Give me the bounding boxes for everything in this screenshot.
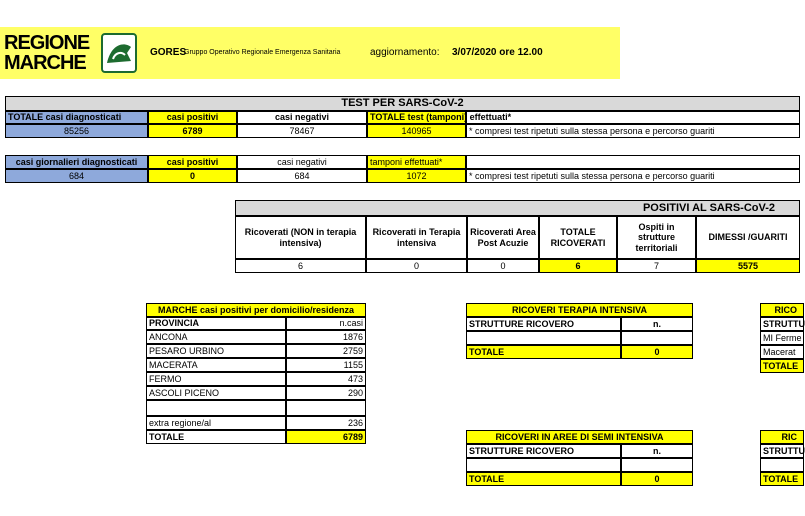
positivi-value-dimessi: 5575: [696, 259, 800, 273]
total-tamp-value: 140965: [367, 124, 466, 138]
total-diag-value: 85256: [5, 124, 148, 138]
right1-row: MI Ferme: [760, 331, 804, 345]
semi-total-label: TOTALE: [466, 472, 621, 486]
right1-title: RICO: [760, 303, 804, 317]
province-header-casi: n.casi: [286, 317, 366, 330]
update-value: 3/07/2020 ore 12.00: [452, 47, 543, 58]
logo: [4, 30, 139, 76]
ti-title: RICOVERI TERAPIA INTENSIVA: [466, 303, 693, 317]
positivi-header-ospiti: Ospiti in strutture territoriali: [617, 216, 696, 259]
positivi-value-terapia: 0: [366, 259, 467, 273]
semi-blank-row-value: [621, 458, 693, 472]
positivi-header-totale: TOTALE RICOVERATI: [539, 216, 617, 259]
total-note: * compresi test ripetuti sulla stessa persona e percorso guariti: [466, 124, 800, 138]
daily-note-header-blank: [466, 155, 800, 169]
total-pos-header: casi positivi: [148, 111, 237, 124]
total-pos-value: 6789: [148, 124, 237, 138]
ti-blank-row: [466, 331, 621, 345]
daily-neg-value: 684: [237, 169, 367, 183]
ti-total-label: TOTALE: [466, 345, 621, 359]
ti-header-n: n.: [621, 317, 693, 331]
daily-diag-value: 684: [5, 169, 148, 183]
right2-blank-row: [760, 458, 804, 472]
positivi-header-post-acuzie: Ricoverati Area Post Acuzie: [467, 216, 539, 259]
daily-pos-header: casi positivi: [148, 155, 237, 169]
province-row-value: 473: [286, 372, 366, 386]
logo-text-line1: REGIONE: [4, 32, 90, 54]
semi-header-n: n.: [621, 444, 693, 458]
ti-total-value: 0: [621, 345, 693, 359]
semi-title: RICOVERI IN AREE DI SEMI INTENSIVA: [466, 430, 693, 444]
right2-header-strutture: STRUTTU: [760, 444, 804, 458]
total-diag-header: TOTALE casi diagnosticati: [5, 111, 148, 124]
daily-pos-value: 0: [148, 169, 237, 183]
positivi-value-post-acuzie: 0: [467, 259, 539, 273]
province-extra-value: 236: [286, 416, 366, 430]
semi-total-value: 0: [621, 472, 693, 486]
daily-note: * compresi test ripetuti sulla stessa persona e percorso guariti: [466, 169, 800, 183]
province-extra-label: extra regione/al: [146, 416, 286, 430]
positivi-title: POSITIVI AL SARS-CoV-2: [235, 200, 800, 216]
total-neg-header: casi negativi: [237, 111, 367, 124]
ti-blank-row-value: [621, 331, 693, 345]
gores-label: GORES: [150, 47, 187, 58]
province-row-name: FERMO: [146, 372, 286, 386]
semi-blank-row: [466, 458, 621, 472]
province-title: MARCHE casi positivi per domicilio/residenza: [146, 303, 366, 317]
ti-header-strutture: STRUTTURE RICOVERO: [466, 317, 621, 331]
positivi-value-ospiti: 7: [617, 259, 696, 273]
total-neg-value: 78467: [237, 124, 367, 138]
province-row-name: ASCOLI PICENO: [146, 386, 286, 400]
province-row-name: MACERATA: [146, 358, 286, 372]
semi-header-strutture: STRUTTURE RICOVERO: [466, 444, 621, 458]
province-header-name: PROVINCIA: [146, 317, 286, 330]
province-row-name: ANCONA: [146, 330, 286, 344]
positivi-value-ricoverati: 6: [235, 259, 366, 273]
province-blank-row: [146, 400, 286, 416]
update-label: aggiornamento:: [370, 47, 440, 58]
positivi-header-ricoverati: Ricoverati (NON in terapia intensiva): [235, 216, 366, 259]
positivi-header-dimessi: DIMESSI /GUARITI: [696, 216, 800, 259]
positivi-header-terapia: Ricoverati in Terapia intensiva: [366, 216, 467, 259]
daily-diag-header: casi giornalieri diagnosticati: [5, 155, 148, 169]
total-tamp-header: TOTALE test (tamponi) effettuati*: [367, 111, 466, 124]
gores-description: Gruppo Operativo Regionale Emergenza Sanitaria: [184, 49, 341, 56]
province-total-label: TOTALE: [146, 430, 286, 444]
right2-total-label: TOTALE: [760, 472, 804, 486]
province-row-value: 2759: [286, 344, 366, 358]
right1-total-label: TOTALE: [760, 359, 804, 373]
daily-neg-header: casi negativi: [237, 155, 367, 169]
province-blank-row-value: [286, 400, 366, 416]
right1-header-strutture: STRUTTU: [760, 317, 804, 331]
total-note-header-blank: [466, 111, 800, 124]
test-title: TEST PER SARS-CoV-2: [5, 96, 800, 111]
province-row-value: 290: [286, 386, 366, 400]
province-total-value: 6789: [286, 430, 366, 444]
province-row-value: 1155: [286, 358, 366, 372]
logo-text-line2: MARCHE: [4, 52, 86, 74]
province-row-name: PESARO URBINO: [146, 344, 286, 358]
positivi-value-totale: 6: [539, 259, 617, 273]
marche-emblem-icon: [101, 33, 137, 73]
daily-tamp-value: 1072: [367, 169, 466, 183]
right1-row: Macerat: [760, 345, 804, 359]
right2-title: RIC: [760, 430, 804, 444]
province-row-value: 1876: [286, 330, 366, 344]
daily-tamp-header: tamponi effettuati*: [367, 155, 466, 169]
